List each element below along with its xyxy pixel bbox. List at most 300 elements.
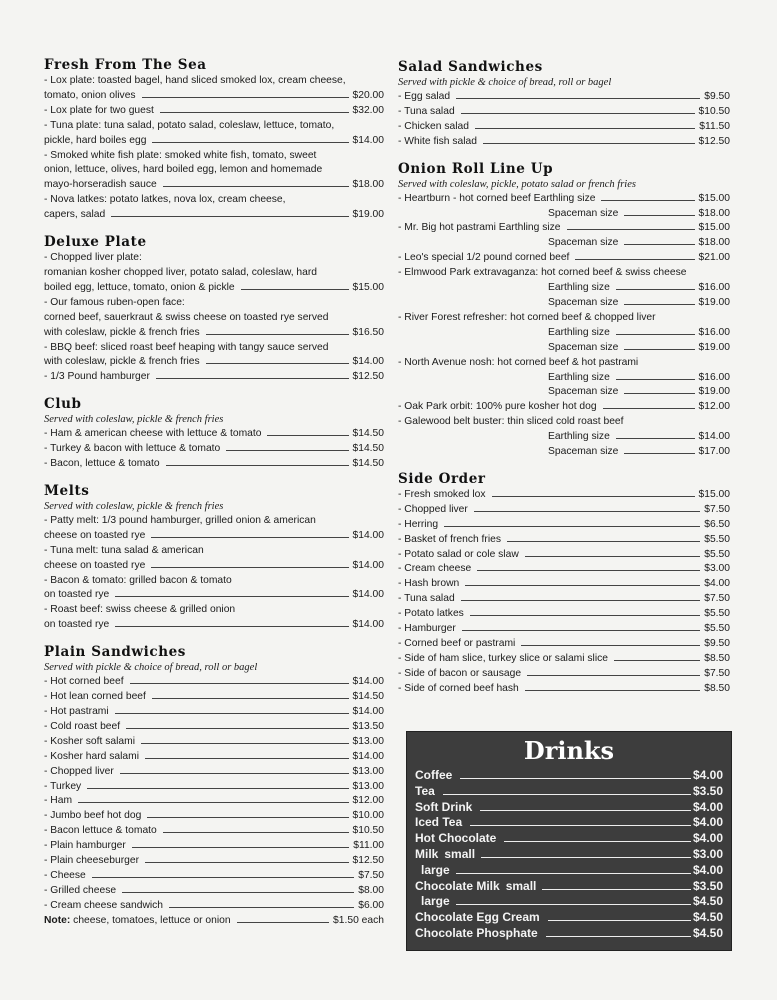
item-name: - Chopped liver (44, 765, 114, 777)
menu-item (44, 370, 384, 385)
drinks-list (407, 768, 731, 942)
item-price: $14.00 (352, 619, 384, 631)
price-leader-line (132, 847, 349, 848)
item-price: $19.00 (698, 341, 730, 353)
item-name: - Bacon, lettuce & tomato (44, 458, 160, 470)
menu-item (44, 809, 384, 824)
item-name: - Potato salad or cole slaw (398, 548, 519, 560)
price-leader-line (145, 862, 348, 863)
section-title: Club (44, 396, 82, 413)
menu-item (398, 90, 730, 105)
price-leader-line (169, 907, 354, 908)
price-leader-line (206, 334, 349, 335)
price-leader-line (527, 675, 700, 676)
price-leader-line (163, 186, 349, 187)
item-price: $16.00 (698, 326, 730, 338)
item-name: - Oak Park orbit: 100% pure kosher hot dog (398, 401, 597, 413)
price-leader-line (542, 889, 691, 890)
item-name: cheese on toasted rye (44, 559, 146, 571)
price-leader-line (152, 142, 348, 143)
drink-size: small (444, 846, 476, 861)
item-price: $3.00 (704, 563, 730, 575)
item-description-line: - Tuna plate: tuna salad, potato salad, coleslaw, lettuce, tomato, (44, 119, 335, 131)
menu-item (44, 824, 384, 839)
drinks-box (406, 731, 732, 951)
section-title: Fresh From The Sea (44, 57, 207, 73)
item-price: $12.00 (352, 795, 384, 807)
drink-item (407, 863, 731, 879)
menu-item (398, 120, 730, 135)
item-price: $12.50 (698, 135, 730, 147)
item-name: - Plain hamburger (44, 840, 126, 852)
item-price: $14.50 (352, 443, 384, 455)
item-name: - Hot pastrami (44, 706, 109, 717)
price-leader-line (616, 289, 695, 290)
menu-item (44, 839, 384, 854)
section-subtitle: Served with coleslaw, pickle, potato salad or french fries (398, 178, 636, 190)
item-price: $10.50 (352, 825, 384, 837)
item-price: $14.00 (698, 431, 730, 443)
item-name: on toasted rye (44, 619, 110, 631)
left-column (44, 56, 384, 939)
section-side-order (398, 470, 730, 697)
item-name: - Grilled cheese (44, 884, 117, 896)
price-leader-line (525, 690, 700, 691)
price-leader-line (624, 349, 694, 350)
item-name: with coleslaw, pickle & french fries (44, 356, 200, 368)
item-price: $10.00 (352, 810, 384, 822)
price-leader-line (115, 713, 349, 714)
drink-name: Iced Tea (415, 815, 463, 830)
price-leader-line (267, 435, 348, 436)
item-name: Earthling size (548, 371, 610, 383)
menu-item (44, 326, 384, 341)
item-price: $7.50 (358, 869, 384, 881)
item-name: - Hot lean corned beef (44, 691, 146, 703)
price-leader-line (477, 570, 700, 571)
price-leader-line (624, 244, 694, 245)
menu-item (398, 207, 730, 222)
item-price: $6.50 (704, 518, 730, 530)
menu-item (398, 135, 730, 150)
item-name: - Cream cheese sandwich (44, 899, 164, 911)
item-name: - Tuna salad (398, 105, 455, 117)
menu-item (44, 720, 384, 735)
section-fresh-from-the-sea (44, 56, 384, 223)
price-leader-line (601, 200, 694, 201)
drink-item (407, 800, 731, 816)
item-price: $14.00 (352, 529, 384, 541)
price-leader-line (141, 743, 349, 744)
drink-name: Milk (415, 846, 439, 861)
menu-item (398, 326, 730, 341)
item-price: $7.50 (704, 593, 730, 605)
item-price: $14.00 (352, 559, 384, 571)
item-name: cheese on toasted rye (44, 529, 146, 541)
section-note (44, 914, 384, 929)
menu-item (44, 529, 384, 544)
menu-item (44, 588, 384, 603)
section-title: Salad Sandwiches (398, 59, 543, 75)
price-leader-line (461, 113, 695, 114)
item-name: - Turkey (44, 780, 82, 792)
item-name: - Chopped liver (398, 503, 468, 515)
price-leader-line (226, 450, 348, 451)
section-subtitle: Served with coleslaw, pickle & french fries (44, 414, 224, 426)
drink-item (407, 784, 731, 800)
item-price: $14.00 (352, 134, 384, 146)
item-price: $14.00 (352, 356, 384, 368)
menu-item (44, 355, 384, 370)
menu-item (398, 192, 730, 207)
section-salad-sandwiches (398, 58, 730, 150)
item-description-line: - Elmwood Park extravaganza: hot corned beef & swiss cheese (398, 267, 687, 279)
item-price: $14.50 (352, 458, 384, 470)
price-leader-line (460, 778, 691, 779)
item-price: $13.00 (352, 735, 384, 747)
price-leader-line (126, 728, 348, 729)
price-leader-line (480, 810, 691, 811)
item-name: - Herring (398, 518, 439, 530)
item-price: $14.50 (352, 428, 384, 440)
item-name: - Cold roast beef (44, 720, 121, 732)
price-leader-line (145, 758, 349, 759)
price-leader-line (465, 585, 700, 586)
item-description-line: - Galewood belt buster: thin sliced cold roast beef (398, 416, 624, 428)
menu-item (44, 690, 384, 705)
drink-item (407, 847, 731, 863)
price-leader-line (616, 334, 695, 335)
drink-name: Hot Chocolate (415, 831, 497, 846)
drink-item (407, 894, 731, 910)
price-leader-line (456, 873, 691, 874)
drink-name: Soft Drink (415, 799, 473, 814)
price-leader-line (115, 626, 348, 627)
item-name: - Turkey & bacon with lettuce & tomato (44, 443, 221, 455)
price-leader-line (575, 259, 694, 260)
drink-price: $4.00 (692, 799, 723, 814)
item-description-line: - Our famous ruben-open face: (44, 296, 185, 308)
menu-item (398, 251, 730, 266)
item-name: - Side of bacon or sausage (398, 667, 522, 679)
menu-item (398, 236, 730, 251)
section-deluxe-plate (44, 233, 384, 385)
price-leader-line (237, 922, 329, 923)
price-leader-line (481, 857, 691, 858)
section-title: Melts (44, 482, 90, 499)
menu-item (44, 735, 384, 750)
item-description-line: - BBQ beef: sliced roast beef heaping with tangy sauce served (44, 341, 329, 353)
menu-item (44, 427, 384, 442)
menu-item (44, 457, 384, 472)
price-leader-line (548, 920, 691, 921)
item-name: - Jumbo beef hot dog (44, 810, 142, 822)
menu-item (44, 208, 384, 223)
price-leader-line (475, 128, 695, 129)
item-name: - Chicken salad (398, 120, 469, 132)
item-name: Spaceman size (548, 207, 619, 219)
menu-item (398, 105, 730, 120)
item-name: Spaceman size (548, 446, 619, 458)
item-description-line: - River Forest refresher: hot corned beef & chopped liver (398, 311, 656, 323)
item-price: $18.00 (352, 179, 384, 191)
item-name: - Fresh smoked lox (398, 488, 486, 500)
drink-size: large (421, 894, 450, 909)
item-name: - Bacon lettuce & tomato (44, 825, 157, 837)
item-name: - Kosher hard salami (44, 750, 139, 762)
section-club (44, 395, 384, 472)
item-name: - Cream cheese (398, 563, 472, 575)
item-price: $14.00 (352, 589, 384, 601)
menu-item (398, 562, 730, 577)
price-leader-line (163, 832, 349, 833)
drink-item (407, 815, 731, 831)
item-price: $11.00 (353, 840, 384, 852)
price-leader-line (525, 556, 700, 557)
item-name: - Side of corned beef hash (398, 682, 519, 694)
item-name: tomato, onion olives (44, 89, 136, 101)
menu-item (398, 548, 730, 563)
price-leader-line (241, 289, 349, 290)
item-name: Spaceman size (548, 237, 619, 249)
menu-item (44, 780, 384, 795)
drink-price: $3.50 (692, 783, 723, 798)
item-name: with coleslaw, pickle & french fries (44, 326, 200, 338)
price-leader-line (130, 683, 349, 684)
menu-item (44, 899, 384, 914)
price-leader-line (492, 496, 695, 497)
item-name: - Lox plate for two guest (44, 104, 154, 116)
price-leader-line (507, 541, 700, 542)
item-name: capers, salad (44, 209, 106, 221)
item-description-line: - Smoked white fish plate: smoked white fish, tomato, sweet (44, 149, 317, 161)
item-name: - Tuna salad (398, 593, 455, 605)
note-label: Note: (44, 914, 71, 926)
price-leader-line (111, 216, 348, 217)
item-name: - White fish salad (398, 135, 477, 147)
menu-item (44, 559, 384, 574)
section-title: Plain Sandwiches (44, 644, 186, 661)
note-text (44, 914, 231, 929)
menu-item (44, 869, 384, 884)
drink-item (407, 926, 731, 942)
item-name: Spaceman size (548, 386, 619, 398)
menu-item (398, 296, 730, 311)
menu-item (398, 518, 730, 533)
item-price: $14.00 (352, 676, 384, 688)
price-leader-line (470, 615, 700, 616)
menu-item (398, 221, 730, 236)
price-leader-line (120, 773, 349, 774)
drink-name: Coffee (415, 768, 453, 782)
price-leader-line (504, 841, 691, 842)
drink-price: $4.50 (692, 925, 723, 940)
price-leader-line (616, 379, 695, 380)
item-price: $17.00 (698, 446, 730, 458)
price-leader-line (624, 215, 694, 216)
item-description-line: - North Avenue nosh: hot corned beef & hot pastrami (398, 356, 639, 368)
price-leader-line (567, 229, 695, 230)
section-subtitle: Served with coleslaw, pickle & french fries (44, 500, 224, 512)
menu-item (44, 675, 384, 690)
price-leader-line (521, 645, 700, 646)
menu-item (398, 637, 730, 652)
menu-item (44, 178, 384, 193)
price-leader-line (462, 630, 700, 631)
price-leader-line (474, 511, 700, 512)
price-leader-line (603, 408, 695, 409)
price-leader-line (156, 378, 349, 379)
price-leader-line (206, 363, 349, 364)
item-name: - Hash brown (398, 578, 460, 590)
item-description-line: - Bacon & tomato: grilled bacon & tomato (44, 574, 232, 586)
item-description-line: - Lox plate: toasted bagel, hand sliced smoked lox, cream cheese, (44, 75, 346, 86)
item-price: $19.00 (698, 386, 730, 398)
item-price: $15.00 (698, 488, 730, 500)
drink-item (407, 879, 731, 895)
item-description-line: - Chopped liver plate: (44, 252, 142, 264)
item-name: pickle, hard boiles egg (44, 134, 147, 146)
item-name: - Hot corned beef (44, 676, 124, 688)
price-leader-line (160, 112, 349, 113)
menu-item (44, 884, 384, 899)
item-price: $12.50 (352, 371, 384, 383)
item-price: $18.00 (698, 237, 730, 249)
menu-item (44, 794, 384, 809)
item-price: $19.00 (698, 296, 730, 308)
item-price: $15.00 (698, 222, 730, 234)
drink-size: small (505, 878, 537, 893)
menu-item (398, 667, 730, 682)
item-name: - Basket of french fries (398, 533, 502, 545)
section-melts (44, 482, 384, 633)
drink-price: $4.00 (692, 815, 723, 830)
menu-item (44, 618, 384, 633)
drink-price: $3.00 (692, 846, 723, 861)
item-price: $16.50 (352, 326, 384, 338)
drink-price: $4.50 (692, 910, 723, 925)
item-name: - Corned beef or pastrami (398, 638, 516, 649)
item-description-line: romanian kosher chopped liver, potato salad, coleslaw, hard (44, 266, 318, 278)
price-leader-line (122, 892, 354, 893)
price-leader-line (456, 98, 700, 99)
item-name: - Plain cheeseburger (44, 855, 140, 867)
item-name: - Ham & american cheese with lettuce & tomato (44, 428, 262, 440)
section-subtitle: Served with pickle & choice of bread, roll or bagel (398, 77, 612, 88)
item-price: $9.50 (704, 638, 730, 649)
item-name: Earthling size (548, 326, 610, 338)
price-leader-line (151, 537, 348, 538)
menu-item (398, 533, 730, 548)
item-name: - Cheese (44, 869, 86, 881)
price-leader-line (166, 465, 349, 466)
item-price: $8.00 (358, 884, 384, 896)
item-name: - Mr. Big hot pastrami Earthling size (398, 222, 561, 234)
item-price: $13.00 (352, 765, 384, 777)
menu-item (44, 705, 384, 720)
drink-name: Chocolate Phosphate (415, 925, 538, 940)
menu-item (44, 104, 384, 119)
right-column (398, 58, 730, 707)
item-price: $20.00 (352, 89, 384, 101)
item-price: $12.00 (698, 401, 730, 413)
item-name: on toasted rye (44, 589, 110, 601)
item-price: $13.00 (352, 780, 384, 792)
price-leader-line (614, 660, 700, 661)
item-description-line: - Roast beef: swiss cheese & grilled onion (44, 604, 236, 616)
drink-item (407, 831, 731, 847)
price-leader-line (624, 453, 694, 454)
drink-size: large (421, 862, 450, 877)
menu-item (398, 371, 730, 386)
section-subtitle: Served with pickle & choice of bread, roll or bagel (44, 662, 258, 674)
price-leader-line (624, 304, 694, 305)
menu-item (44, 134, 384, 149)
drink-price: $3.50 (692, 878, 723, 893)
item-price: $16.00 (698, 282, 730, 294)
item-price: $5.50 (704, 548, 730, 560)
item-name: - Egg salad (398, 91, 451, 102)
section-title: Side Order (398, 470, 486, 487)
price-leader-line (456, 904, 691, 905)
drink-price: $4.00 (692, 862, 723, 877)
note-price: $1.50 each (333, 914, 384, 926)
item-name: Earthling size (548, 282, 610, 294)
drink-name: Chocolate Milk (415, 878, 500, 893)
price-leader-line (546, 936, 691, 937)
item-name: Spaceman size (548, 296, 619, 308)
menu-item (398, 577, 730, 592)
menu-item (398, 385, 730, 400)
price-leader-line (147, 817, 348, 818)
note-body: cheese, tomatoes, lettuce or onion (70, 914, 231, 926)
item-description-line: - Nova latkes: potato latkes, nova lox, cream cheese, (44, 194, 286, 206)
item-price: $14.00 (352, 706, 384, 717)
item-price: $5.50 (704, 533, 730, 545)
item-price: $12.50 (352, 855, 384, 867)
menu-item (398, 652, 730, 667)
section-title: Deluxe Plate (44, 234, 147, 251)
item-price: $21.00 (698, 252, 730, 264)
section-onion-roll-line-up (398, 160, 730, 460)
drink-item (407, 910, 731, 926)
item-name: - Hamburger (398, 623, 456, 635)
price-leader-line (151, 567, 348, 568)
menu-item (44, 854, 384, 869)
item-name: Spaceman size (548, 341, 619, 353)
item-description-line: - Patty melt: 1/3 pound hamburger, grilled onion & american (44, 514, 316, 526)
item-price: $5.50 (704, 623, 730, 635)
menu-item (398, 281, 730, 296)
item-price: $9.50 (704, 91, 730, 102)
item-name: - Leo's special 1/2 pound corned beef (398, 252, 570, 264)
price-leader-line (87, 788, 348, 789)
price-leader-line (444, 526, 700, 527)
menu-item (44, 442, 384, 457)
menu-item (398, 592, 730, 607)
item-price: $14.00 (352, 750, 384, 762)
item-price: $5.50 (704, 608, 730, 620)
item-price: $8.50 (704, 682, 730, 694)
menu-item (398, 607, 730, 622)
drink-name: Chocolate Egg Cream (415, 910, 540, 925)
item-name: boiled egg, lettuce, tomato, onion & pickle (44, 281, 235, 293)
price-leader-line (443, 794, 691, 795)
price-leader-line (470, 825, 691, 826)
section-plain-sandwiches (44, 643, 384, 928)
menu-item (44, 281, 384, 296)
item-price: $8.50 (704, 652, 730, 664)
